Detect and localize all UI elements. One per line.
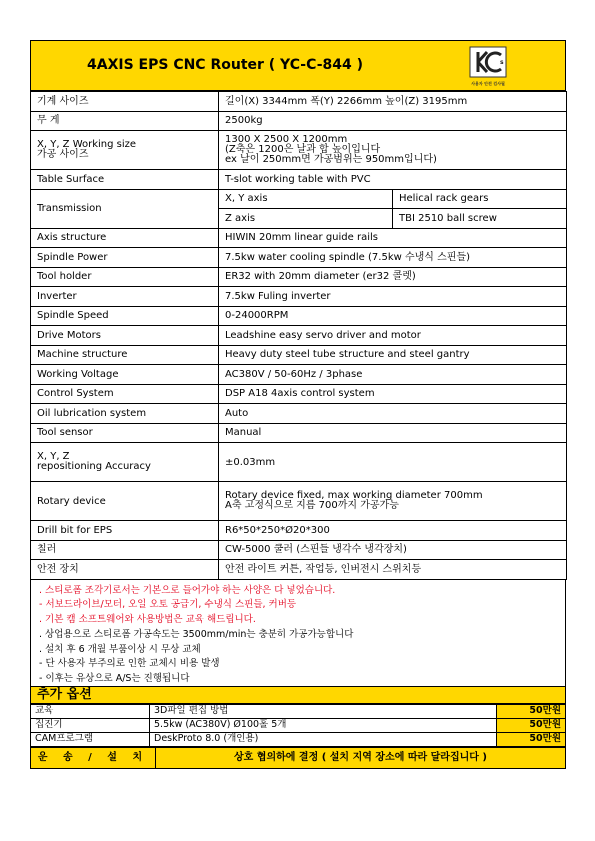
spec-row — [31, 111, 567, 131]
cell-line: repositioning Accuracy — [37, 461, 151, 472]
cell-line: 1300 X 2500 X 1200mm — [225, 134, 348, 145]
spec-value — [219, 131, 567, 170]
cell-line: ex 날이 250mm면 가공범위는 950mm입니다) — [225, 154, 437, 165]
spec-row — [31, 384, 567, 404]
spec-row — [31, 189, 567, 209]
spec-value: 7.5kw water cooling spindle (7.5kw 수냉식 스핀들) — [219, 248, 567, 268]
cell-line: Rotary device fixed, max working diameter 700mm — [225, 490, 483, 501]
option-price: 50만원 — [497, 704, 566, 718]
spec-row — [31, 540, 567, 560]
spec-value: Heavy duty steel tube structure and steel gantry — [219, 345, 567, 365]
spec-label: 안전 장치 — [31, 560, 219, 580]
spec-row — [31, 345, 567, 365]
spec-label: Spindle Power — [31, 248, 219, 268]
option-row — [31, 704, 566, 718]
spec-value: 2500kg — [219, 111, 567, 131]
page-title: 4AXIS EPS CNC Router ( YC-C-844 ) — [87, 57, 364, 73]
cell-line: 가공 사이즈 — [37, 149, 89, 160]
spec-axis: Z axis — [219, 209, 393, 229]
spec-label: Machine structure — [31, 345, 219, 365]
spec-label: Tool sensor — [31, 423, 219, 443]
note-line: - 이후는 유상으로 A/S는 진행됩니다 — [39, 673, 190, 685]
spec-label: Drill bit for EPS — [31, 521, 219, 541]
note-line: - 서보드라이브/모터, 오일 오토 공급기, 수냉식 스핀들, 커버등 — [39, 599, 297, 611]
spec-value: CW-5000 쿨러 (스핀들 냉각수 냉각장치) — [219, 540, 567, 560]
spec-value: R6*50*250*Ø20*300 — [219, 521, 567, 541]
kc-logo-icon — [468, 45, 508, 79]
spec-row — [31, 482, 567, 521]
spec-row — [31, 131, 567, 170]
spec-label — [31, 443, 219, 482]
spec-label: Inverter — [31, 287, 219, 307]
cell-line: A축 고정식으로 지름 700까지 가공가능 — [225, 500, 399, 511]
option-price: 50만원 — [497, 718, 566, 732]
header-banner — [31, 41, 566, 91]
spec-value: Helical rack gears — [393, 189, 567, 209]
spec-row — [31, 560, 567, 580]
spec-value: AC380V / 50-60Hz / 3phase — [219, 365, 567, 385]
spec-label: Spindle Speed — [31, 306, 219, 326]
note-line: . 스티로폼 조각기로서는 기본으로 들어가야 하는 사양은 다 넣었습니다. — [39, 584, 336, 596]
spec-value: ±0.03mm — [219, 443, 567, 482]
option-desc: 5.5kw (AC380V) Ø100홀 5개 — [150, 718, 497, 732]
spec-row — [31, 228, 567, 248]
spec-row — [31, 170, 567, 190]
kc-caption: 사용자 안전 검사필 — [471, 81, 505, 86]
spec-row — [31, 306, 567, 326]
spec-row — [31, 326, 567, 346]
header-table — [30, 40, 566, 91]
option-name: 집진기 — [31, 718, 150, 732]
shipping-table — [30, 747, 566, 769]
spec-label — [31, 131, 219, 170]
spec-label: Transmission — [31, 189, 219, 228]
spec-value: T-slot working table with PVC — [219, 170, 567, 190]
note-line: . 설치 후 6 개월 부품이상 시 무상 교체 — [39, 643, 201, 655]
spec-label: 기계 사이즈 — [31, 92, 219, 112]
spec-label: Drive Motors — [31, 326, 219, 346]
spec-label: 무 게 — [31, 111, 219, 131]
spec-value: TBI 2510 ball screw — [393, 209, 567, 229]
kc-certification-mark — [468, 45, 508, 87]
option-row — [31, 718, 566, 732]
note-line: . 기본 캠 소프트웨어와 사용방법은 교육 해드립니다. — [39, 614, 256, 626]
spec-value: 안전 라이트 커튼, 작업등, 인버전시 스위치등 — [219, 560, 567, 580]
cell-line: (Z축은 1200은 날과 합 높이입니다 — [225, 144, 381, 155]
spec-row — [31, 404, 567, 424]
option-price: 50만원 — [497, 732, 566, 746]
spec-row — [31, 443, 567, 482]
spec-row — [31, 365, 567, 385]
spec-label: Control System — [31, 384, 219, 404]
spec-value: HIWIN 20mm linear guide rails — [219, 228, 567, 248]
spec-label: Tool holder — [31, 267, 219, 287]
notes-section — [30, 580, 566, 687]
cell-line: X, Y, Z — [37, 451, 70, 462]
note-line: . 상업용으로 스티로폼 가공속도는 3500mm/min는 충분히 가공가능합니다 — [39, 628, 354, 640]
option-desc: 3D파일 편집 방법 — [150, 704, 497, 718]
spec-axis: X, Y axis — [219, 189, 393, 209]
spec-value: Manual — [219, 423, 567, 443]
spec-row — [31, 267, 567, 287]
spec-value: 길이(X) 3344mm 폭(Y) 2266mm 높이(Z) 3195mm — [219, 92, 567, 112]
spec-row — [31, 287, 567, 307]
spec-value: 7.5kw Fuling inverter — [219, 287, 567, 307]
spec-table — [30, 91, 567, 580]
spec-label: Axis structure — [31, 228, 219, 248]
option-name: CAM프로그램 — [31, 732, 150, 746]
spec-row — [31, 521, 567, 541]
option-desc: DeskProto 8.0 (개인용) — [150, 732, 497, 746]
spec-value: Auto — [219, 404, 567, 424]
shipping-label: 운 송 / 설 치 — [31, 747, 156, 768]
spec-label: Table Surface — [31, 170, 219, 190]
spec-value: DSP A18 4axis control system — [219, 384, 567, 404]
note-line: - 단 사용자 부주의로 인한 교체시 비용 발생 — [39, 658, 220, 670]
spec-value: 0-24000RPM — [219, 306, 567, 326]
spec-value — [219, 482, 567, 521]
options-table — [30, 704, 566, 747]
svg-text:s: s — [500, 59, 504, 66]
spec-label: Rotary device — [31, 482, 219, 521]
shipping-value: 상호 협의하에 결정 ( 설치 지역 장소에 따라 달라집니다 ) — [156, 747, 566, 768]
cell-line: X, Y, Z Working size — [37, 139, 137, 150]
spec-row — [31, 423, 567, 443]
spec-sheet — [30, 40, 566, 769]
spec-row — [31, 92, 567, 112]
option-name: 교육 — [31, 704, 150, 718]
spec-label: Oil lubrication system — [31, 404, 219, 424]
spec-value: ER32 with 20mm diameter (er32 콜렛) — [219, 267, 567, 287]
spec-value: Leadshine easy servo driver and motor — [219, 326, 567, 346]
option-row — [31, 732, 566, 746]
spec-row — [31, 248, 567, 268]
options-heading: 추가 옵션 — [30, 687, 566, 704]
spec-label: Working Voltage — [31, 365, 219, 385]
spec-label: 칠러 — [31, 540, 219, 560]
